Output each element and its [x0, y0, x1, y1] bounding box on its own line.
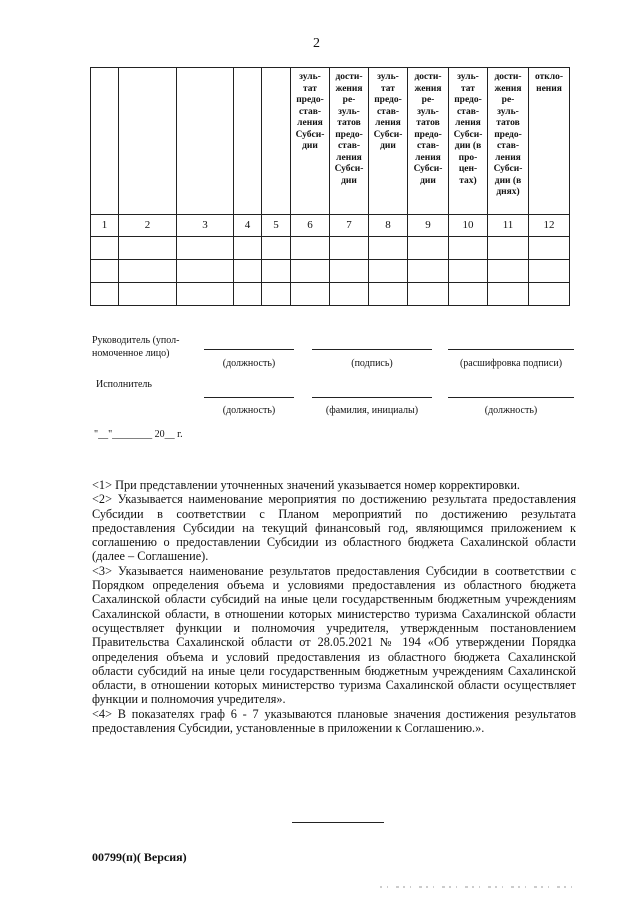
- separator-line: [292, 822, 384, 823]
- page-number: 2: [313, 36, 320, 51]
- column-number: 6: [291, 215, 330, 237]
- table-row: [91, 237, 570, 260]
- footnote-1: <1> При представлении уточненных значений указывается номер корректировки.: [92, 478, 520, 492]
- footnotes: [92, 478, 576, 735]
- caption-executor-position: (должность): [222, 405, 276, 416]
- caption-executor-position-2: (должность): [484, 405, 538, 416]
- header-cell: [91, 68, 118, 72]
- document-code: 00799(п)( Версия): [92, 850, 187, 864]
- header-cell: отклo- нения: [534, 72, 563, 94]
- column-number: 4: [234, 215, 262, 237]
- executor-label: Исполнитель: [96, 379, 152, 390]
- column-number: 1: [91, 215, 119, 237]
- column-number: 9: [408, 215, 449, 237]
- column-number-row: [91, 215, 570, 237]
- header-cell: [119, 68, 176, 72]
- caption-decoding: (расшифровка подписи): [459, 358, 563, 369]
- footnote-2: <2> Указывается наименование мероприятия по достижению результата предоставления Субсидии в соответствии с Планом мероприятий по достижению результата предоставления Субсидии на текущий финансовый год, являющимся приложением к соглашению о предоставлении Субсидии из областного бюджета Сахалинской области (далее – Соглашение).: [92, 492, 576, 564]
- column-number: 5: [262, 215, 291, 237]
- indicators-table: [90, 67, 570, 306]
- date-line: "__"________ 20__ г.: [94, 429, 183, 440]
- header-cell: [262, 68, 290, 72]
- caption-position: (должность): [222, 358, 276, 369]
- footnote-3: <3> Указывается наименование результатов предоставления Субсидии в соответствии с Порядком определения объема и условиями предоставления из областного бюджета Сахалинской области субсидий на иные цели государственным бюджетным учреждениям Сахалинской области, в отношении которых министерство туризма Сахалинской области осуществляет функции и полномочия учредителя, утвержденным постановлением Правительства Сахалинской области от 28.05.2021 № 194 «Об утверждении Порядка определения объема и условий предоставления из областного бюджета Сахалинской области субсидий на иные цели государственным бюджетным учреждениям Сахалинской области, в отношении которых министерство туризма Сахалинской области осуществляет функции и полномочия учредителя».: [92, 563, 576, 707]
- header-cell: дости- жения ре- зуль- татов предо- став- ления Субси- дии (в днях): [493, 72, 523, 197]
- table-row: [91, 260, 570, 283]
- header-cell: зуль- тат предо- став- ления Субси- дии: [373, 72, 403, 151]
- table-header-row: [91, 68, 570, 215]
- header-cell: зуль- тат предо- став- ления Субси- дии: [295, 72, 325, 151]
- executor-position-line: [204, 397, 294, 398]
- column-number: 2: [119, 215, 177, 237]
- table-row: [91, 283, 570, 306]
- executor-position-line-2: [448, 397, 574, 398]
- column-number: 12: [529, 215, 570, 237]
- header-cell: дости- жения ре- зуль- татов предо- став- ления Субси- дии: [334, 72, 364, 186]
- footnote-4: <4> В показателях граф 6 - 7 указываются плановые значения достижения результатов предоставления Субсидии, установленные в приложении к Соглашению.».: [92, 706, 576, 736]
- column-number: 7: [330, 215, 369, 237]
- head-signature-line: [312, 349, 432, 350]
- head-position-line: [204, 349, 294, 350]
- header-cell: зуль- тат предо- став- ления Субси- дии (в про- цен- тах): [453, 72, 483, 186]
- header-cell: [177, 68, 233, 72]
- executor-name-line: [312, 397, 432, 398]
- column-number: 11: [488, 215, 529, 237]
- caption-executor-name: (фамилия, инициалы): [325, 405, 419, 416]
- column-number: 3: [177, 215, 234, 237]
- scan-artifact: [380, 884, 580, 890]
- header-cell: [234, 68, 261, 72]
- head-decoding-line: [448, 349, 574, 350]
- head-label: Руководитель (упол- номоченное лицо): [92, 335, 180, 359]
- column-number: 10: [449, 215, 488, 237]
- caption-signature: (подпись): [351, 358, 393, 369]
- column-number: 8: [369, 215, 408, 237]
- header-cell: дости- жения ре- зуль- татов предо- став- ления Субси- дии: [413, 72, 443, 186]
